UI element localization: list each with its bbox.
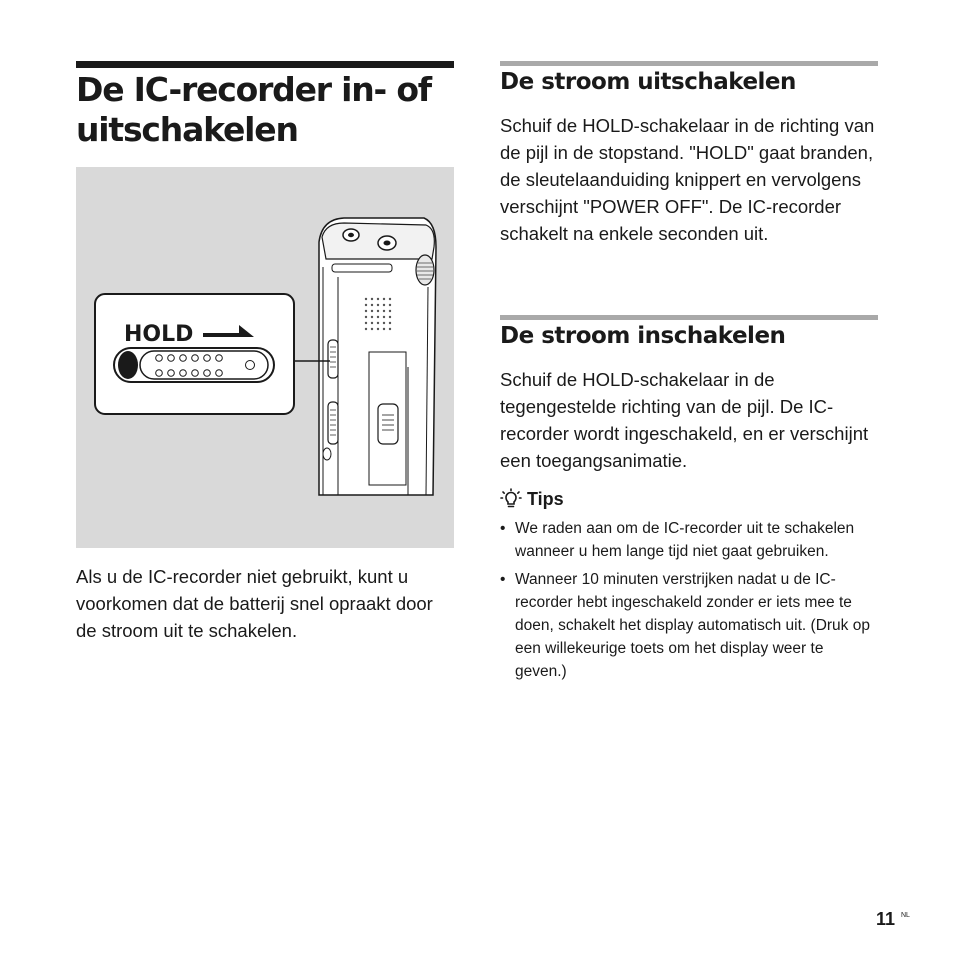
tip-item [500,568,870,683]
title-rule [76,61,454,68]
section-rule-power-off [500,61,878,66]
bullet: • [500,520,506,537]
tip-text: Wanneer 10 minuten verstrijken nadat u de IC-recorder hebt ingeschakeld zonder er iets mee te doen, schakelt het display automatisch uit. (Druk op een willekeurige toets om het display weer te geven.) [515,571,870,680]
heading-power-off: De stroom uitschakelen [500,69,796,95]
tip-text: We raden aan om de IC-recorder uit te schakelen wanneer u hem lange tijd niet gaat gebruiken. [515,520,855,560]
bullet: • [500,571,506,588]
tip-item [500,517,870,563]
hold-switch-knob [118,351,138,379]
intro-paragraph: Als u de IC-recorder niet gebruikt, kunt u voorkomen dat de batterij snel opraakt door de stroom uit te schakelen. [76,566,433,641]
body-power-on: Schuif de HOLD-schakelaar in de tegengestelde richting van de pijl. De IC-recorder wordt ingeschakeld, en er verschijnt een toegangsanimatie. [500,369,869,471]
side-hold-switch [328,340,338,378]
page-title: De IC-recorder in- of uitschakelen [76,70,431,149]
lightbulb-icon [500,488,522,510]
section-rule-power-on [500,315,878,320]
tips-label: Tips [527,488,564,509]
page-language: NL [901,912,910,919]
hold-label: HOLD [124,322,194,347]
tips-heading [500,488,564,510]
microphone [416,255,434,285]
body-power-off: Schuif de HOLD-schakelaar in de richting van de pijl in de stopstand. "HOLD" gaat branden, de sleutelaanduiding knippert en vervolgens verschijnt "POWER OFF". De IC-recorder schakelt na enkele seconden uit. [500,115,875,244]
tips-list [500,517,870,688]
page-number: 11 [876,909,896,929]
hold-switch-illustration [76,167,454,548]
heading-power-on: De stroom inschakelen [500,323,786,349]
